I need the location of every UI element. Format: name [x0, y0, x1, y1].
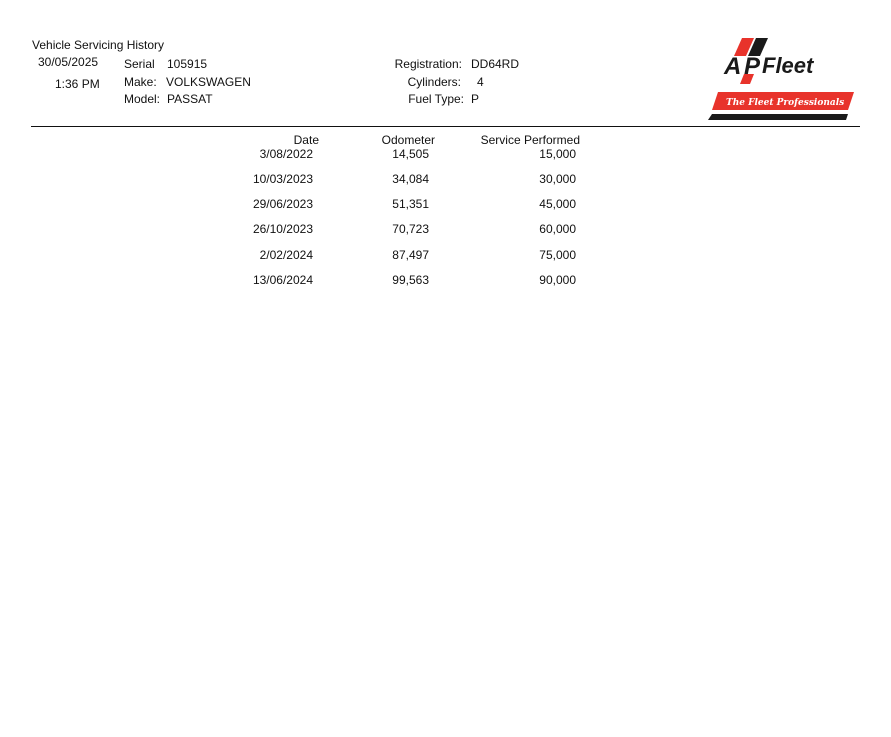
table-row — [0, 248, 891, 264]
registration-value: DD64RD — [471, 57, 520, 71]
row-odometer: 87,497 — [392, 248, 429, 262]
row-odometer: 70,723 — [392, 222, 429, 236]
row-service-performed: 30,000 — [539, 172, 576, 186]
registration-label: Registration: — [394, 57, 462, 71]
row-date: 10/03/2023 — [252, 172, 313, 186]
table-row — [0, 197, 891, 213]
column-header-service-performed: Service Performed — [480, 133, 580, 147]
serial-value: 105915 — [167, 57, 208, 71]
report-title: Vehicle Servicing History — [32, 38, 165, 52]
make-label: Make: — [124, 75, 157, 89]
table-row — [0, 222, 891, 238]
row-date: 3/08/2022 — [259, 147, 313, 161]
column-header-date: Date — [293, 133, 319, 147]
logo-letter-a: A — [724, 53, 742, 80]
row-date: 2/02/2024 — [259, 248, 313, 262]
serial-label: Serial — [124, 57, 155, 71]
cylinders-label: Cylinders: — [407, 75, 461, 89]
fuel-type-value: P — [471, 92, 480, 106]
logo-tagline: The Fleet Professionals — [726, 98, 845, 108]
row-odometer: 34,084 — [392, 172, 429, 186]
print-time: 1:36 PM — [55, 77, 100, 91]
row-service-performed: 90,000 — [539, 273, 576, 287]
row-service-performed: 60,000 — [539, 222, 576, 236]
row-odometer: 99,563 — [392, 273, 429, 287]
row-service-performed: 15,000 — [539, 147, 576, 161]
column-header-odometer: Odometer — [381, 133, 435, 147]
table-row — [0, 172, 891, 188]
logo-word-fleet: Fleet — [762, 53, 814, 78]
print-date: 30/05/2025 — [38, 55, 99, 69]
model-label: Model: — [124, 92, 161, 106]
row-odometer: 51,351 — [392, 197, 429, 211]
row-date: 29/06/2023 — [252, 197, 313, 211]
row-service-performed: 45,000 — [539, 197, 576, 211]
fuel-type-label: Fuel Type: — [408, 92, 464, 106]
row-odometer: 14,505 — [392, 147, 429, 161]
row-date: 13/06/2024 — [252, 273, 313, 287]
cylinders-value: 4 — [477, 75, 484, 89]
table-row — [0, 273, 891, 289]
row-date: 26/10/2023 — [252, 222, 313, 236]
table-row — [0, 147, 891, 163]
logo-letter-p: P — [744, 53, 761, 80]
make-value: VOLKSWAGEN — [166, 75, 251, 89]
model-value: PASSAT — [167, 92, 213, 106]
row-service-performed: 75,000 — [539, 248, 576, 262]
